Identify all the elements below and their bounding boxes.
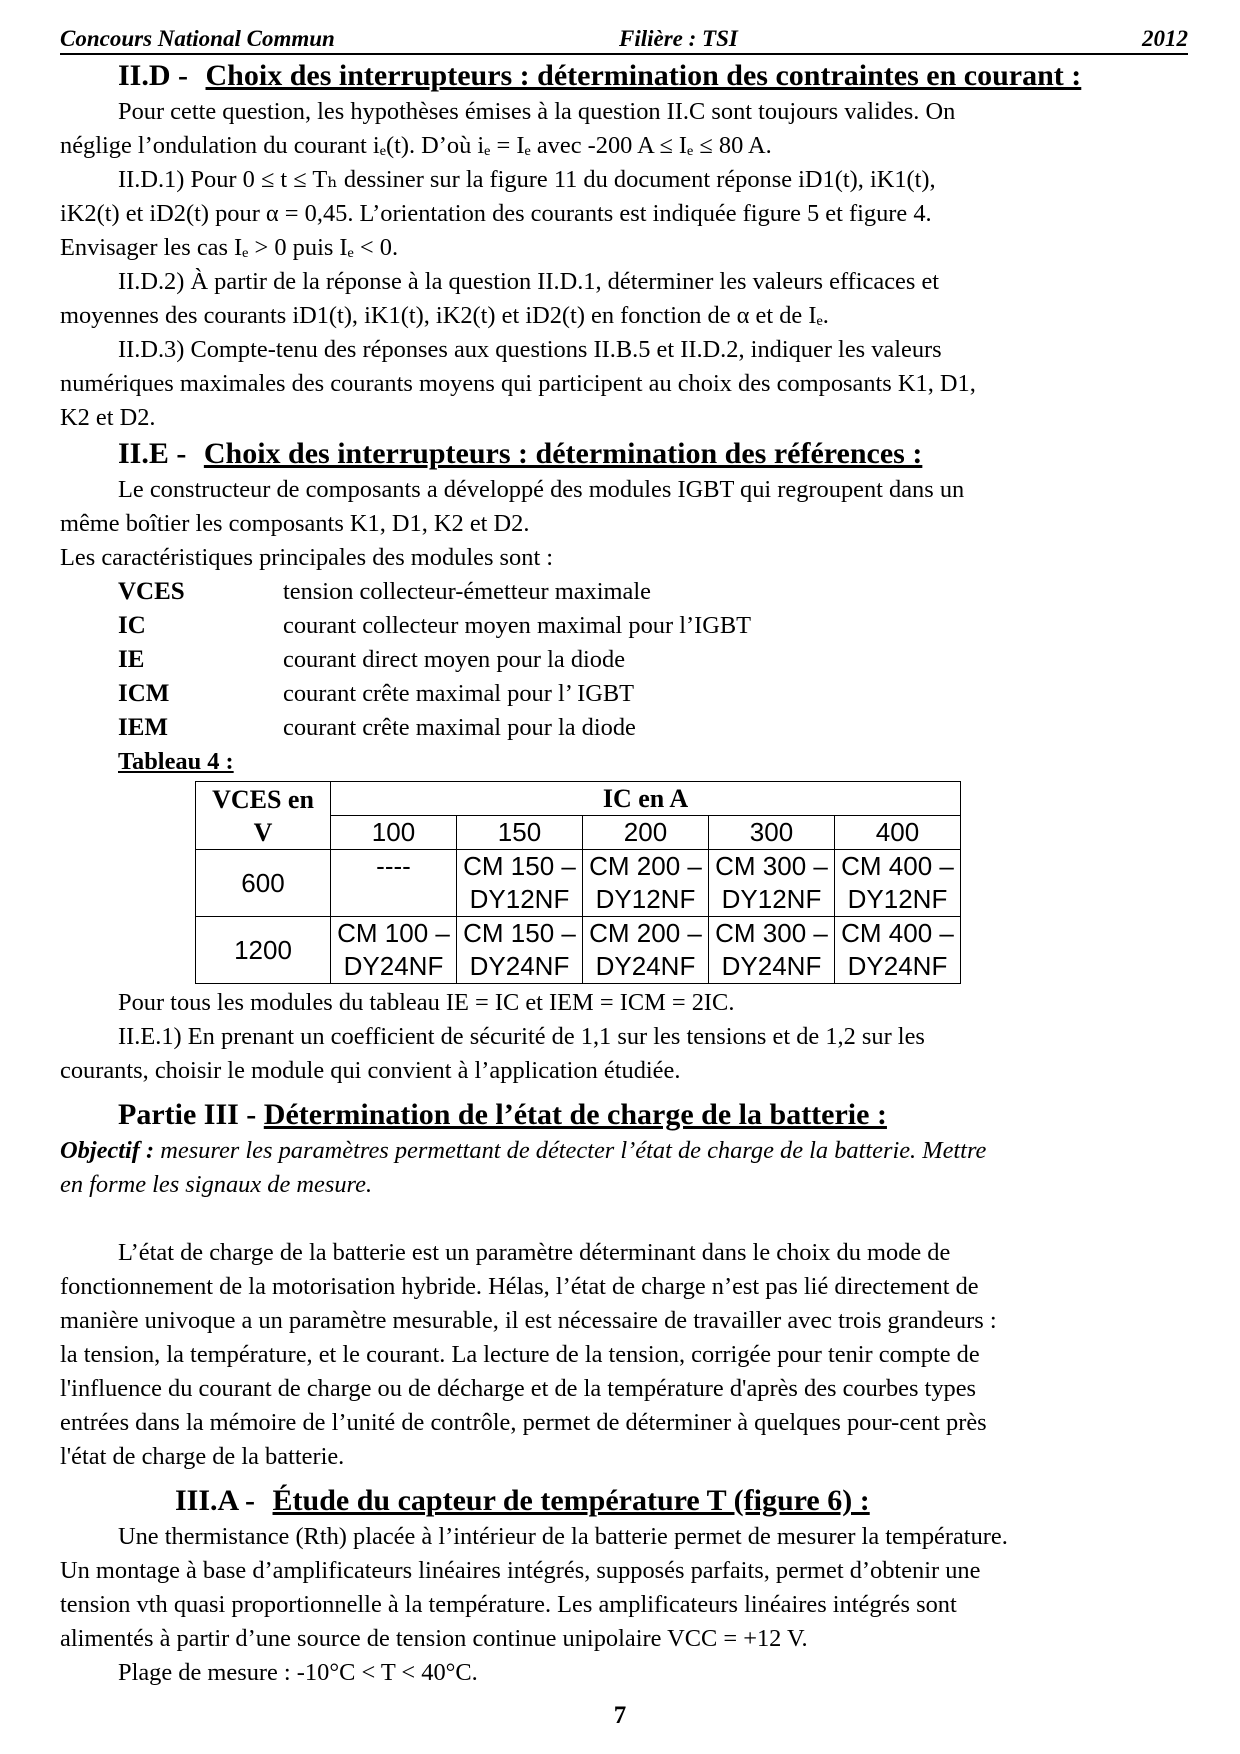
- table-cell: [709, 850, 835, 917]
- part-iii-heading: [60, 1096, 1188, 1134]
- characteristic-item: [60, 575, 1188, 609]
- cell-line: DY12NF: [721, 884, 822, 914]
- cell-line: DY24NF: [847, 951, 948, 981]
- iie1-line-2: courants, choisir le module qui convient à l’application étudiée.: [60, 1057, 681, 1084]
- iie-paragraph-line-1: Le constructeur de composants a développé des modules IGBT qui regroupent dans un: [118, 476, 965, 503]
- cell-line: CM 300 –: [715, 851, 828, 881]
- table-row-label: 1200: [196, 917, 331, 984]
- cell-line: CM 150 –: [463, 851, 576, 881]
- page-header: [60, 26, 1188, 55]
- table-header-row: [196, 782, 961, 816]
- cell-line: DY24NF: [595, 951, 696, 981]
- iid1-line-1: II.D.1) Pour 0 ≤ t ≤ Tₕ dessiner sur la figure 11 du document réponse iD1(t), iK1(t),: [118, 166, 936, 193]
- table-col: 100: [331, 816, 457, 850]
- iiia-line-2: Un montage à base d’amplificateurs linéaires intégrés, supposés parfaits, permet d’obtenir une: [60, 1557, 981, 1584]
- paragraph-line: l'état de charge de la batterie.: [60, 1443, 345, 1470]
- cell-line: DY12NF: [595, 884, 696, 914]
- characteristic-key: ICM: [118, 680, 170, 707]
- table-row: [196, 850, 961, 917]
- spacer: [60, 1202, 1188, 1236]
- table-col: 400: [835, 816, 961, 850]
- iid1-line-3: Envisager les cas Iₑ > 0 puis Iₑ < 0.: [60, 234, 399, 261]
- characteristic-item: [60, 609, 1188, 643]
- table-row-label: 600: [196, 850, 331, 917]
- table-cell: [583, 917, 709, 984]
- table-cell: [331, 917, 457, 984]
- characteristic-key: VCES: [118, 578, 185, 605]
- table-col: 300: [709, 816, 835, 850]
- table-col: 200: [583, 816, 709, 850]
- iie-paragraph-line-3: Les caractéristiques principales des modules sont :: [60, 544, 554, 571]
- header-center: Filière : TSI: [618, 26, 738, 51]
- iid3-line-3: K2 et D2.: [60, 404, 156, 431]
- characteristic-key: IEM: [118, 714, 168, 741]
- objective-line-2: en forme les signaux de mesure.: [60, 1171, 373, 1198]
- characteristic-desc: courant collecteur moyen maximal pour l’IGBT: [283, 612, 752, 639]
- cell-line: CM 400 –: [841, 918, 954, 948]
- objective-line-1: [60, 1134, 1188, 1168]
- table-cell: [331, 850, 457, 917]
- part-iii-paragraph: [60, 1236, 1188, 1474]
- part-iii-label: Partie III -: [118, 1098, 257, 1131]
- table-note: Pour tous les modules du tableau IE = IC et IEM = ICM = 2IC.: [118, 989, 735, 1016]
- header-right: 2012: [1142, 26, 1188, 51]
- characteristic-item: [60, 677, 1188, 711]
- paragraph-line: fonctionnement de la motorisation hybride. Hélas, l’état de charge n’est pas lié directement de: [60, 1273, 979, 1300]
- iid1-line-2: iK2(t) et iD2(t) pour α = 0,45. L’orientation des courants est indiquée figure 5 et figure 4.: [60, 200, 932, 227]
- characteristic-desc: courant crête maximal pour l’ IGBT: [283, 680, 635, 707]
- section-iiia-number: III.A -: [175, 1484, 256, 1517]
- characteristic-desc: tension collecteur-émetteur maximale: [283, 578, 651, 605]
- objective-label: Objectif :: [60, 1137, 155, 1164]
- characteristic-desc: courant crête maximal pour la diode: [283, 714, 636, 741]
- modules-table: [195, 781, 961, 984]
- section-iiia-heading: [60, 1482, 1188, 1520]
- cell-line: ----: [376, 851, 411, 881]
- objective-text: mesurer les paramètres permettant de détecter l’état de charge de la batterie. Mettre: [160, 1137, 987, 1164]
- page-number: 7: [613, 1702, 627, 1729]
- table-cell: [835, 850, 961, 917]
- section-iie-number: II.E -: [118, 437, 187, 470]
- characteristic-desc: courant direct moyen pour la diode: [283, 646, 626, 673]
- iid3-line-2: numériques maximales des courants moyens qui participent au choix des composants K1, D1,: [60, 370, 976, 397]
- iiia-line-3: tension vth quasi proportionnelle à la température. Les amplificateurs linéaires intégrés sont: [60, 1591, 957, 1618]
- characteristic-key: IE: [118, 646, 145, 673]
- table-cell: [583, 850, 709, 917]
- iiia-line-4: alimentés à partir d’une source de tension continue unipolaire VCC = +12 V.: [60, 1625, 808, 1652]
- section-iie-title: Choix des interrupteurs : détermination des références :: [203, 437, 923, 470]
- section-iid-number: II.D -: [118, 59, 189, 92]
- paragraph-line: entrées dans la mémoire de l’unité de contrôle, permet de déterminer à quelques pour-cent près: [60, 1409, 987, 1436]
- characteristic-item: [60, 643, 1188, 677]
- cell-line: CM 100 –: [337, 918, 450, 948]
- cell-line: DY12NF: [469, 884, 570, 914]
- table-row-header: VCES en V: [196, 782, 331, 850]
- table-cell: [709, 917, 835, 984]
- iiia-line-5: Plage de mesure : -10°C < T < 40°C.: [118, 1659, 478, 1686]
- table-cell: [457, 917, 583, 984]
- paragraph-line: l'influence du courant de charge ou de décharge et de la température d'après des courbes types: [60, 1375, 977, 1402]
- cell-line: DY24NF: [343, 951, 444, 981]
- paragraph-line: la tension, la température, et le courant. La lecture de la tension, corrigée pour tenir compte de: [60, 1341, 980, 1368]
- iid2-line-1: II.D.2) À partir de la réponse à la question II.D.1, déterminer les valeurs efficaces et: [118, 268, 940, 295]
- characteristic-key: IC: [118, 612, 146, 639]
- section-iid-title: Choix des interrupteurs : détermination des contraintes en courant :: [205, 59, 1082, 92]
- section-iie-heading: [60, 435, 1188, 473]
- iid-paragraph-line-1: Pour cette question, les hypothèses émises à la question II.C sont toujours valides. On: [118, 98, 956, 125]
- characteristics-list: [60, 575, 1188, 745]
- iid2-line-2: moyennes des courants iD1(t), iK1(t), iK2(t) et iD2(t) en fonction de α et de Iₑ.: [60, 302, 829, 329]
- table-col-header: IC en A: [331, 782, 961, 816]
- iie1-line-1: II.E.1) En prenant un coefficient de sécurité de 1,1 sur les tensions et de 1,2 sur les: [118, 1023, 925, 1050]
- table-caption: Tableau 4 :: [118, 748, 234, 775]
- cell-line: CM 200 –: [589, 918, 702, 948]
- section-iid-heading: [60, 57, 1188, 95]
- paragraph-line: L’état de charge de la batterie est un paramètre déterminant dans le choix du mode de: [118, 1239, 951, 1266]
- cell-line: CM 150 –: [463, 918, 576, 948]
- iiia-line-1: Une thermistance (Rth) placée à l’intérieur de la batterie permet de mesurer la température.: [118, 1523, 1008, 1550]
- paragraph-line: manière univoque a un paramètre mesurable, il est nécessaire de travailler avec trois grandeurs :: [60, 1307, 997, 1334]
- section-iiia-title: Étude du capteur de température T (figure 6) :: [272, 1484, 870, 1517]
- page: [60, 26, 1188, 1690]
- cell-line: CM 400 –: [841, 851, 954, 881]
- header-left: Concours National Commun: [60, 26, 335, 51]
- cell-line: DY24NF: [469, 951, 570, 981]
- table-row: [196, 917, 961, 984]
- iid-paragraph-line-2: néglige l’ondulation du courant iₑ(t). D’où iₑ = Iₑ avec -200 A ≤ Iₑ ≤ 80 A.: [60, 132, 772, 159]
- table-cell: [457, 850, 583, 917]
- table-col: 150: [457, 816, 583, 850]
- part-iii-title: Détermination de l’état de charge de la batterie :: [263, 1098, 887, 1131]
- characteristic-item: [60, 711, 1188, 745]
- table-cell: [835, 917, 961, 984]
- cell-line: CM 300 –: [715, 918, 828, 948]
- cell-line: DY24NF: [721, 951, 822, 981]
- iie-paragraph-line-2: même boîtier les composants K1, D1, K2 et D2.: [60, 510, 530, 537]
- cell-line: DY12NF: [847, 884, 948, 914]
- cell-line: CM 200 –: [589, 851, 702, 881]
- iid3-line-1: II.D.3) Compte-tenu des réponses aux questions II.B.5 et II.D.2, indiquer les valeurs: [118, 336, 942, 363]
